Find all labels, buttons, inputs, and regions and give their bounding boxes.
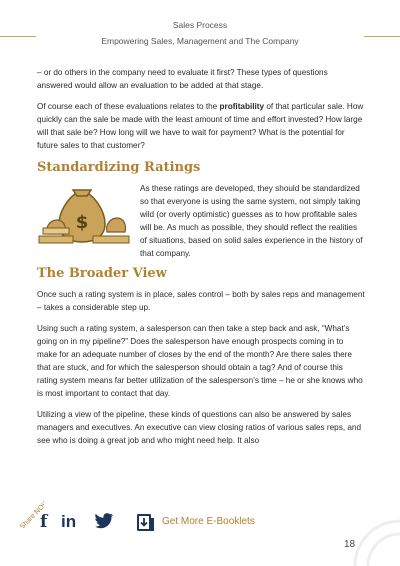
header-subtitle: Empowering Sales, Management and The Company xyxy=(101,36,299,46)
paragraph xyxy=(37,100,365,152)
share-now-text: Share NOW xyxy=(18,498,44,528)
header-title: Sales Process xyxy=(172,20,228,30)
paragraph: Once such a rating system is in place, sales control – both by sales reps and management – takes a considerable step up. xyxy=(37,290,365,312)
booklet-download-icon[interactable] xyxy=(134,512,156,534)
svg-text:$: $ xyxy=(75,212,89,233)
section-heading-broader-view: The Broader View xyxy=(37,266,167,281)
page-header xyxy=(0,0,400,60)
paragraph: Using such a rating system, a salesperson can then take a step back and ask, “What’s going on in my pipeline?” Does the salesperson have enough prospects coming in to make for an adequate number of closes by the end of the month? Are there sales there that are stuck, and for which the salesperson should obtain a tag? And of course this rating system means far better utilization of the salesperson’s time – he or she knows who is most important to contact that day. xyxy=(37,324,363,398)
paragraph-text: of that particular sale. How quickly can the sale be made with the least amount of time and effort invested? How large will that sale be? How long will we have to wait for payment? What is the potential for future sales to that customer? xyxy=(37,102,364,150)
header-rule-right xyxy=(364,36,400,37)
twitter-icon[interactable] xyxy=(95,512,115,530)
emphasis-profitability: profitability xyxy=(219,102,265,111)
paragraph: – or do others in the company need to evaluate it first? These types of questions answered would allow an evaluation to be added at that stage. xyxy=(37,68,328,90)
linkedin-icon[interactable]: in xyxy=(61,512,77,531)
paragraph-text: Of course each of these evaluations relates to the xyxy=(37,102,220,111)
page-body xyxy=(37,66,365,455)
page-number: 18 xyxy=(344,539,356,550)
section-heading-standardizing: Standardizing Ratings xyxy=(37,160,201,175)
paragraph: Utilizing a view of the pipeline, these kinds of questions can also be answered by sales managers and executives. An executive can view closing ratios of various sales reps, and see who is doing a great job and who might need help. It also xyxy=(37,410,362,445)
rating-section xyxy=(37,182,365,260)
paragraph: As these ratings are developed, they should be standardized so that everyone is using the same system, not simply taking wild (or overly optimistic) guesses as to how profitable sales will be. As much as possible, they should reflect the realities of situations, based on solid sales experience in the history of that company. xyxy=(140,184,363,258)
get-more-ebooklets-link[interactable]: Get More E-Booklets xyxy=(162,516,255,527)
money-bags-illustration xyxy=(37,182,132,247)
facebook-icon[interactable]: f xyxy=(40,512,48,532)
